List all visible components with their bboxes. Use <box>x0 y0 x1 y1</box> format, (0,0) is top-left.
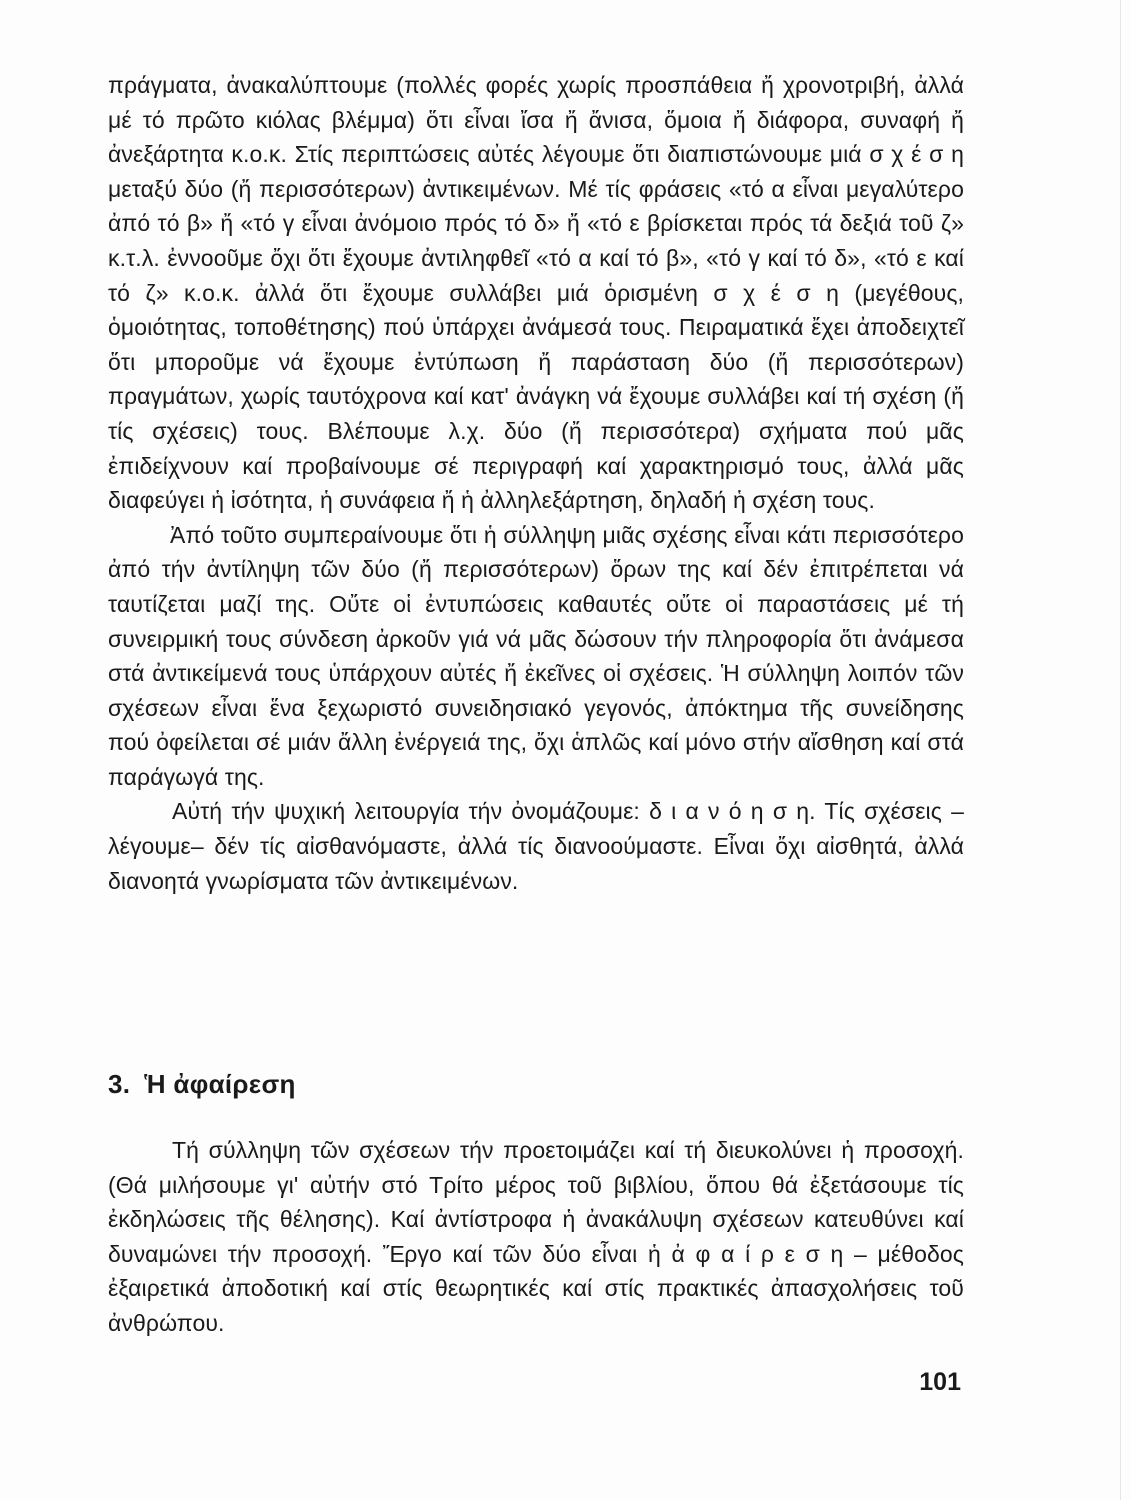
section-heading <box>108 1069 296 1100</box>
page-number: 101 <box>919 1368 961 1396</box>
paragraph-abstraction: Τή σύλληψη τῶν σχέσεων τήν προετοιμάζει καί τή διευκολύνει ἡ προσοχή. (Θά μιλήσουμε γι' αὐτήν στό Τρίτο μέρος τοῦ βιβλίου, ὅπου θά ἐξετάσουμε τίς ἐκδηλώσεις τῆς θέλησης). Καί ἀντίστροφα ἡ ἀνακάλυψη σχέσεων κατευθύνει καί δυναμώνει τήν προσοχή. Ἔργο καί τῶν δύο εἶναι ἡ ἀ φ α ί ρ ε σ η – μέθοδος ἐξαιρετικά ἀποδοτική καί στίς θεωρητικές καί στίς πρακτικές ἀπασχολήσεις τοῦ ἀνθρώπου. <box>108 1137 964 1336</box>
section-number: 3. <box>108 1069 131 1099</box>
paragraph-dianoesis: Αὐτή τήν ψυχική λειτουργία τήν ὀνομάζουμε: δ ι α ν ό η σ η. Τίς σχέσεις –λέγουμε– δέν τίς αἰσθανόμαστε, ἀλλά τίς διανοούμαστε. Εἶναι ὄχι αἰσθητά, ἀλλά διανοητά γνωρίσματα τῶν ἀντικειμένων. <box>108 798 964 894</box>
body-text-lower <box>108 1133 964 1341</box>
section-title: Ἡ ἀφαίρεση <box>144 1069 296 1099</box>
page-edge <box>1120 0 1121 1500</box>
paragraph-conclusion: Ἀπό τοῦτο συμπεραίνουμε ὅτι ἡ σύλληψη μιᾶς σχέσης εἶναι κάτι περισσότερο ἀπό τήν ἀντίληψη τῶν δύο (ἤ περισσότερων) ὅρων της καί δέν ἐπιτρέπεται νά ταυτίζεται μαζί της. Οὔτε οἱ ἐντυπώσεις καθαυτές οὔτε οἱ παραστάσεις μέ τή συνειρμική τους σύνδεση ἀρκοῦν γιά νά μᾶς δώσουν τήν πληροφορία ὅτι ἀνάμεσα στά ἀντικείμενά τους ὑπάρχουν αὐτές ἤ ἐκεῖνες οἱ σχέσεις. Ἡ σύλληψη λοιπόν τῶν σχέσεων εἶναι ἕνα ξεχωριστό συνειδησιακό γεγονός, ἀπόκτημα τῆς συνείδησης πού ὀφείλεται σέ μιάν ἄλλη ἐνέργειά της, ὄχι ἁπλῶς καί μόνο στήν αἴσθηση καί στά παράγωγά της. <box>108 521 964 790</box>
paragraph-continued: πράγματα, ἀνακαλύπτουμε (πολλές φορές χωρίς προσπάθεια ἤ χρονοτριβή, ἀλλά μέ τό πρῶτο κιόλας βλέμμα) ὅτι εἶναι ἴσα ἤ ἄνισα, ὅμοια ἤ διάφορα, συναφή ἤ ἀνεξάρτητα κ.ο.κ. Στίς περιπτώσεις αὐτές λέγουμε ὅτι διαπιστώνουμε μιά σ χ έ σ η μεταξύ δύο (ἤ περισσότερων) ἀντικειμένων. Μέ τίς φράσεις «τό α εἶναι μεγαλύτερο ἀπό τό β» ἤ «τό γ εἶναι ἀνόμοιο πρός τό δ» ἤ «τό ε βρίσκεται πρός τά δεξιά τοῦ ζ» κ.τ.λ. ἐννοοῦμε ὄχι ὅτι ἔχουμε ἀντιληφθεῖ «τό α καί τό β», «τό γ καί τό δ», «τό ε καί τό ζ» κ.ο.κ. ἀλλά ὅτι ἔχουμε συλλάβει μιά ὁρισμένη σ χ έ σ η (μεγέθους, ὁμοιότητας, τοποθέτησης) πού ὑπάρχει ἀνάμεσά τους. Πειραματικά ἔχει ἀποδειχτεῖ ὅτι μποροῦμε νά ἔχουμε ἐντύπωση ἤ παράσταση δύο (ἤ περισσότερων) πραγμάτων, χωρίς ταυτόχρονα καί κατ' ἀνάγκη νά ἔχουμε συλλάβει καί τή σχέση (ἤ τίς σχέσεις) τους. Βλέπουμε λ.χ. δύο (ἤ περισσότερα) σχήματα πού μᾶς ἐπιδείχνουν καί προβαίνουμε σέ περιγραφή καί χαρακτηρισμό τους, ἀλλά μᾶς διαφεύγει ἡ ἰσότητα, ἡ συνάφεια ἤ ἡ ἀλληλεξάρτηση, δηλαδή ἡ σχέση τους. <box>108 72 964 514</box>
body-text-upper <box>108 68 964 898</box>
